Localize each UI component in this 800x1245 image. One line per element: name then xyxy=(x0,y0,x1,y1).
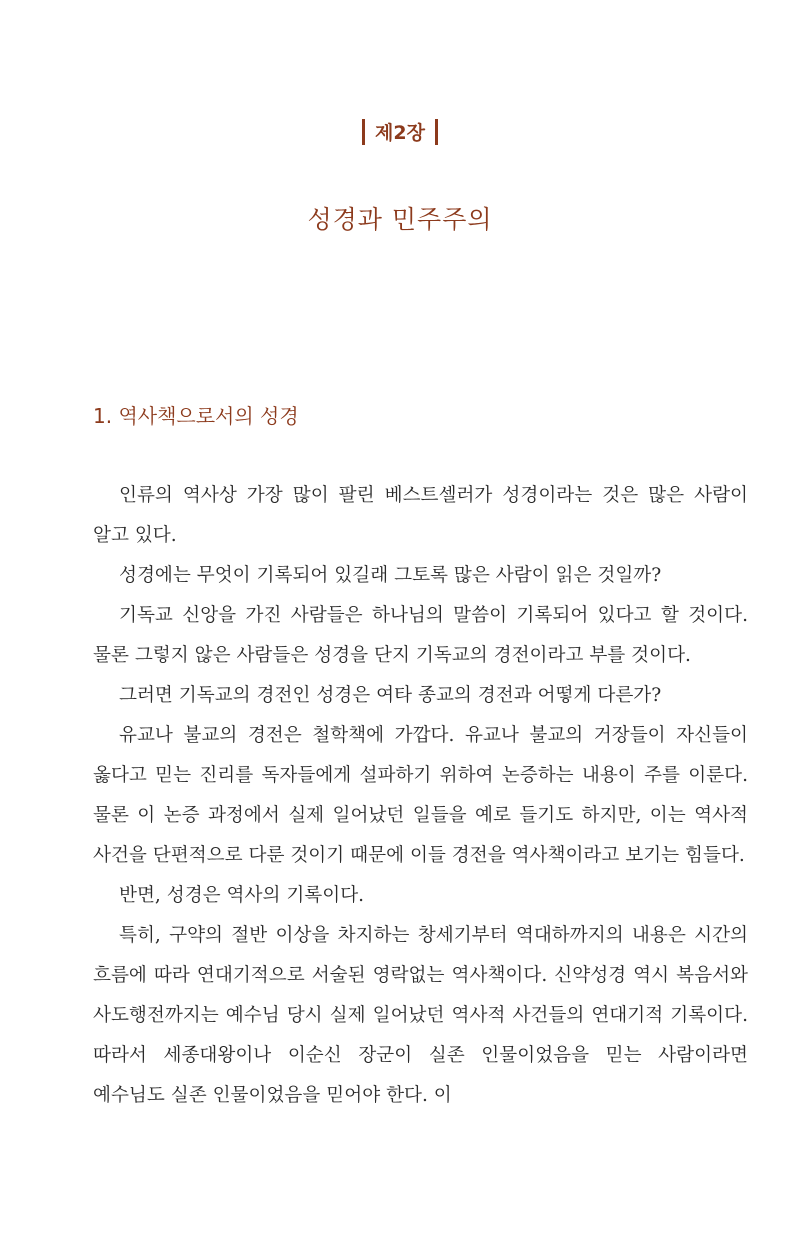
paragraph-1: 인류의 역사상 가장 많이 팔린 베스트셀러가 성경이라는 것은 많은 사람이 알고 있다. xyxy=(93,485,748,546)
chapter-bar-left xyxy=(362,119,365,145)
paragraph-5: 유교나 불교의 경전은 철학책에 가깝다. 유교나 불교의 거장들이 자신들이 옳다고 믿는 진리를 독자들에게 설파하기 위하여 논증하는 내용이 주를 이룬다. 물론 이 논증 과정에서 실제 일어났던 일들을 예로 들기도 하지만, 이는 역사적 사건을 단편적으로 다룬 것이기 때문에 이들 경전을 역사책이라고 보기는 힘들다. xyxy=(93,725,749,866)
chapter-title: 성경과 민주주의 xyxy=(307,205,493,234)
paragraph-7: 특히, 구약의 절반 이상을 차지하는 창세기부터 역대하까지의 내용은 시간의 흐름에 따라 연대기적으로 서술된 영락없는 역사책이다. 신약성경 역시 복음서와 사도행전까지는 예수님 당시 실제 일어났던 역사적 사건들의 연대기적 기록이다. 따라서 세종대왕이나 이순신 장군이 실존 인물이었음을 믿는 사람이라면 예수님도 실존 인물이었음을 믿어야 한다. 이 xyxy=(93,925,748,1106)
body-text xyxy=(93,476,748,1116)
chapter-number: 제2장 xyxy=(375,122,425,144)
paragraph-3: 기독교 신앙을 가진 사람들은 하나님의 말씀이 기록되어 있다고 할 것이다. 물론 그렇지 않은 사람들은 성경을 단지 기독교의 경전이라고 부를 것이다. xyxy=(93,605,748,666)
paragraph-6: 반면, 성경은 역사의 기록이다. xyxy=(119,885,365,906)
paragraph-4: 그러면 기독교의 경전인 성경은 여타 종교의 경전과 어떻게 다른가? xyxy=(119,685,662,706)
chapter-label xyxy=(0,118,800,147)
paragraph-2: 성경에는 무엇이 기록되어 있길래 그토록 많은 사람이 읽은 것일까? xyxy=(119,565,662,586)
section-heading: 1. 역사책으로서의 성경 xyxy=(93,404,299,428)
chapter-bar-right xyxy=(435,119,438,145)
